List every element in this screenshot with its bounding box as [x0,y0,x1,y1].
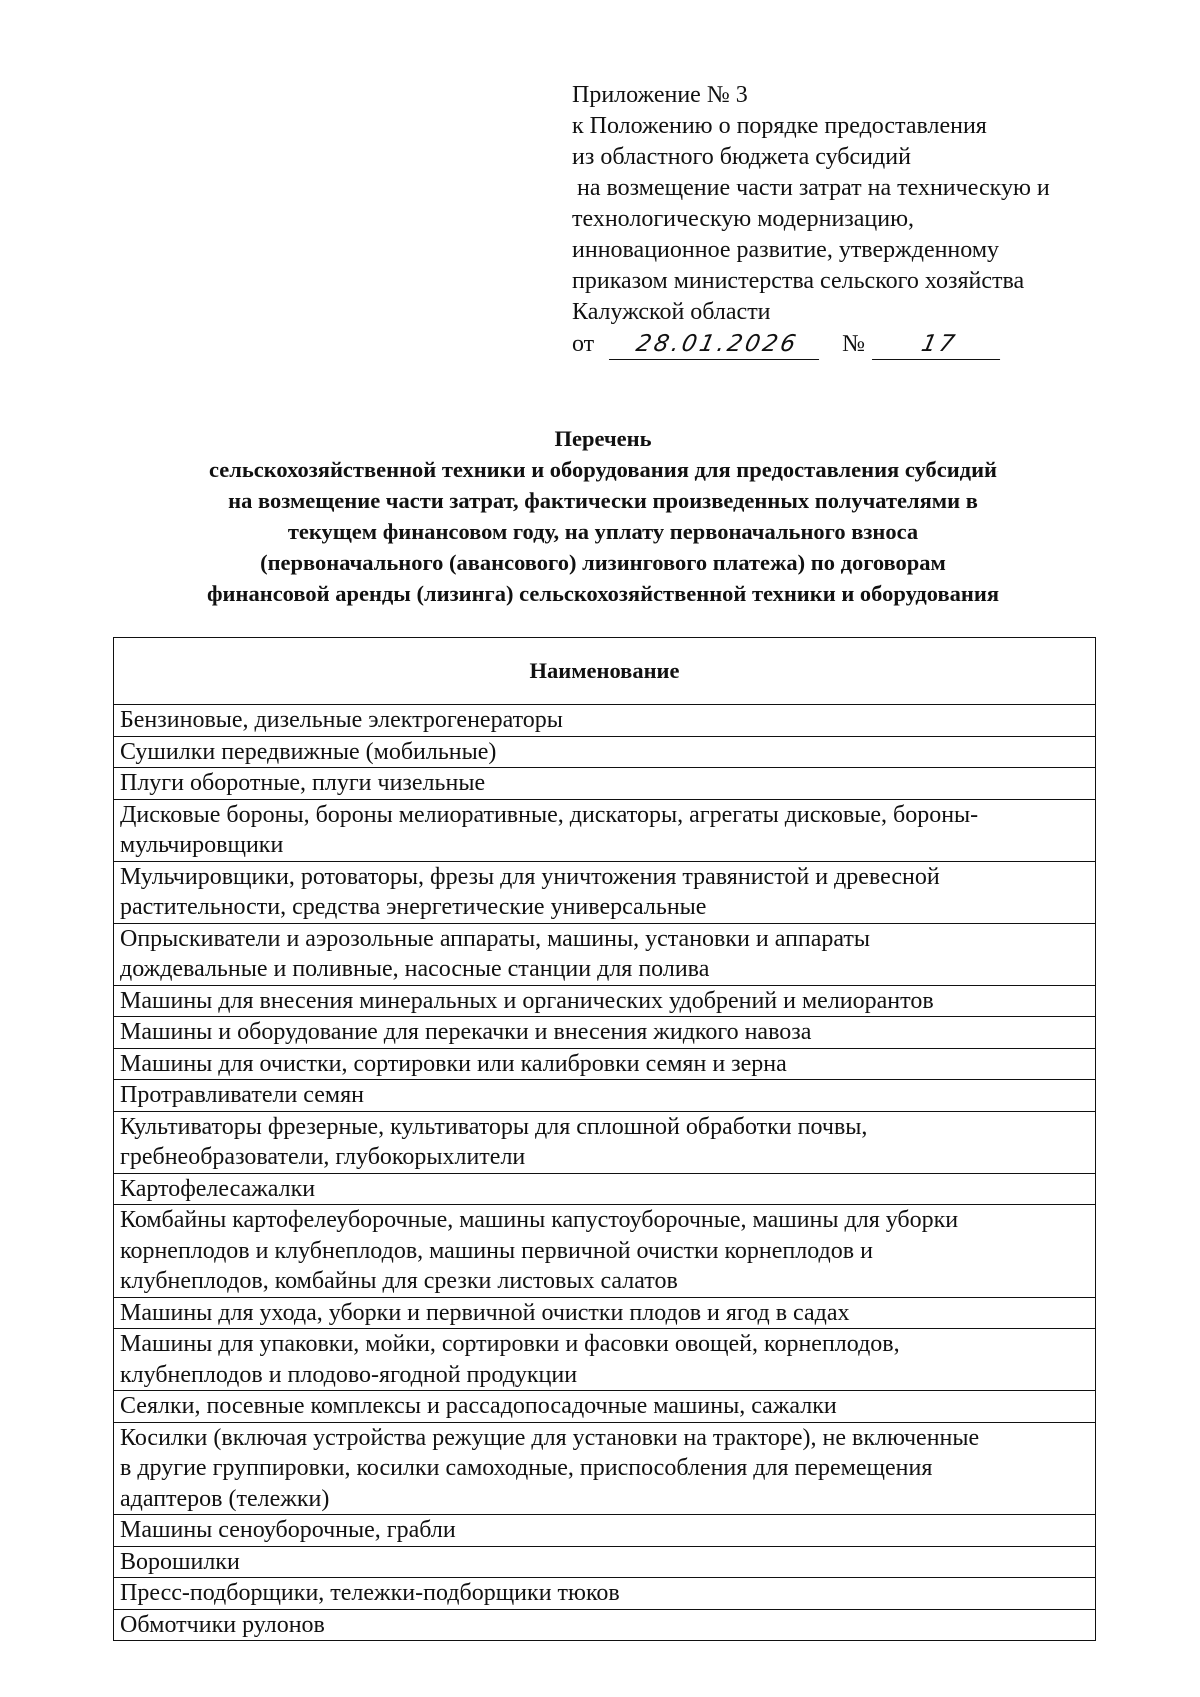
appendix-line: к Положению о порядке предоставления [572,113,987,139]
table-row [114,1391,1096,1423]
cell-text-line: дождевальные и поливные, насосные станции для полива [120,956,710,982]
table-row [114,1205,1096,1298]
appendix-line: инновационное развитие, утвержденному [572,237,1000,263]
table-row [114,1546,1096,1578]
cell-text-line: Плуги оборотные, плуги чизельные [120,770,486,796]
table-cell-name [114,1111,1096,1173]
table-row [114,1297,1096,1329]
handwritten-number: 17 [872,331,1006,360]
table-cell-name [114,1205,1096,1298]
table-cell-name [114,1546,1096,1578]
cell-text-line: клубнеплодов и плодово-ягодной продукции [120,1361,578,1388]
title-line: текущем финансовом году, на уплату первоначального взноса [287,519,919,544]
equipment-table [113,637,1096,1641]
table-cell-name [114,861,1096,923]
cell-text-line: Сеялки, посевные комплексы и рассадопосадочные машины, сажалки [120,1393,837,1419]
title-line: (первоначального (авансового) лизингового платежа) по договорам [260,550,946,575]
table-row [114,1422,1096,1515]
table-row [114,985,1096,1017]
cell-text-line: Машины для ухода, уборки и первичной очистки плодов и ягод в садах [120,1299,850,1326]
table-cell-name [114,1391,1096,1423]
cell-text-line: Протравливатели семян [120,1082,364,1108]
table-row [114,736,1096,768]
appendix-line: Приложение № 3 [572,82,748,108]
table-cell-name [114,1329,1096,1391]
table-row [114,1515,1096,1547]
cell-text-line: Картофелесажалки [120,1175,316,1202]
table-cell-name [114,1173,1096,1205]
cell-text-line: Машины для очистки, сортировки или калибровки семян и зерна [120,1050,787,1077]
appendix-line: технологическую модернизацию, [572,206,915,232]
table-row [114,705,1096,737]
date-number-row [572,329,1112,360]
table-cell-name [114,1422,1096,1515]
table-cell-name [114,1017,1096,1049]
appendix-block [572,80,1112,360]
table-row [114,1080,1096,1112]
table-cell-name [114,1609,1096,1641]
cell-text-line: Машины для упаковки, мойки, сортировки и фасовки овощей, корнеплодов, [120,1331,900,1357]
number-label: № [842,331,866,357]
title-line: Перечень [554,426,652,451]
table-cell-name [114,1080,1096,1112]
cell-text-line: Сушилки передвижные (мобильные) [120,738,497,765]
title-line: финансовой аренды (лизинга) сельскохозяйственной техники и оборудования [206,581,999,606]
cell-text-line: мульчировщики [120,832,284,858]
cell-text-line: клубнеплодов, комбайны для срезки листовых салатов [120,1268,678,1294]
cell-text-line: Культиваторы фрезерные, культиваторы для сплошной обработки почвы, [120,1113,868,1140]
cell-text-line: Машины для внесения минеральных и органических удобрений и мелиорантов [120,987,934,1014]
table-cell-name [114,1515,1096,1547]
appendix-line: на возмещение части затрат на техническую и [577,175,1050,201]
table-row [114,768,1096,800]
cell-text-line: адаптеров (тележки) [120,1485,330,1512]
cell-text-line: Машины и оборудование для перекачки и внесения жидкого навоза [120,1019,812,1045]
table-row [114,1111,1096,1173]
cell-text-line: Машины сеноуборочные, грабли [120,1517,456,1543]
table-row [114,1329,1096,1391]
title-line: на возмещение части затрат, фактически произведенных получателями в [228,488,978,513]
table-cell-name [114,1297,1096,1329]
cell-text-line: Обмотчики рулонов [120,1611,325,1638]
appendix-line: из областного бюджета субсидий [572,144,911,170]
table-row [114,1017,1096,1049]
cell-text-line: корнеплодов и клубнеплодов, машины первичной очистки корнеплодов и [120,1237,873,1264]
cell-text-line: Опрыскиватели и аэрозольные аппараты, машины, установки и аппараты [120,925,871,952]
table-cell-name [114,923,1096,985]
table-body [114,705,1096,1641]
table-header-row [114,638,1096,705]
handwritten-date: 28.01.2026 [609,331,825,360]
cell-text-line: Комбайны картофелеуборочные, машины капустоуборочные, машины для уборки [120,1207,959,1233]
appendix-line: Калужской области [572,299,771,325]
cell-text-line: в другие группировки, косилки самоходные, приспособления для перемещения [120,1455,933,1481]
table-row [114,923,1096,985]
cell-text-line: Мульчировщики, ротоваторы, фрезы для уничтожения травянистой и древесной [120,863,940,890]
cell-text-line: растительности, средства энергетические универсальные [120,894,707,920]
table-cell-name [114,1578,1096,1610]
title-line: сельскохозяйственной техники и оборудования для предоставления субсидий [209,457,997,482]
appendix-line: приказом министерства сельского хозяйства [572,268,1025,294]
table-row [114,1609,1096,1641]
table-cell-name [114,768,1096,800]
table-cell-name [114,705,1096,737]
table-row [114,1578,1096,1610]
table-row [114,1048,1096,1080]
table-row [114,1173,1096,1205]
cell-text-line: Дисковые бороны, бороны мелиоративные, дискаторы, агрегаты дисковые, бороны- [120,801,979,828]
table-cell-name [114,1048,1096,1080]
column-header-name: Наименование [114,638,1096,705]
table-row [114,799,1096,861]
table-cell-name [114,799,1096,861]
cell-text-line: Косилки (включая устройства режущие для установки на тракторе), не включенные [120,1424,980,1451]
date-prefix: от [572,331,595,357]
document-title [113,423,1093,609]
cell-text-line: Ворошилки [120,1548,240,1575]
cell-text-line: Бензиновые, дизельные электрогенераторы [120,707,563,733]
table-row [114,861,1096,923]
cell-text-line: Пресс-подборщики, тележки-подборщики тюков [120,1580,620,1606]
table-cell-name [114,985,1096,1017]
table-cell-name [114,736,1096,768]
cell-text-line: гребнеобразователи, глубокорыхлители [120,1144,526,1170]
